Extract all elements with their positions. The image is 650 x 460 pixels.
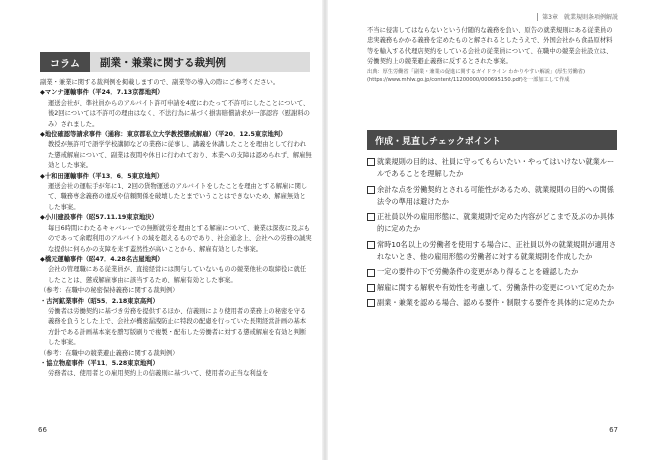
case-body: 運送会社の運転手が年に1、2回の貨物運送のアルバイトをしたことを理由とする解雇に関して、職務専念義務の違反や信頼関係を破壊したとまでいうことはできないため、解雇無効とした事案。 — [48, 183, 308, 211]
checkbox-icon — [367, 213, 375, 221]
checkbox-icon — [367, 284, 375, 292]
checkbox-icon — [367, 158, 375, 166]
case-title: ◆マンナ運輸事件（平24．7.13京都地判） — [40, 89, 164, 97]
case-title: ・古河鉱業事件（昭55．2.18東京高判） — [40, 297, 159, 305]
case-body: 教授が無許可で語学学校講師などの業務に従事し、講義を休講したことを理由として行われた懲戒解雇について、副業は夜間や休日に行われており、本業への支障は認められず、解雇無効とした事案。 — [48, 141, 312, 170]
case-title: ・協立物産事件（平11．5.28東京地判） — [40, 359, 159, 367]
reference-note: （参考：在職中の競業避止義務に関する裁判例） — [40, 349, 179, 357]
checkbox-icon — [367, 186, 375, 194]
checkpoint-item — [367, 156, 621, 181]
page-number-right: 67 — [609, 426, 618, 434]
case-title: ◆橋元運輸事件（昭47．4.28名古屋地判） — [40, 255, 164, 263]
checkpoint-text: 余計な点を労働契約とされる可能性があるため、就業規則の目的への関係法令の準用は避けたか — [377, 184, 614, 206]
checkpoint-item — [367, 211, 621, 236]
column-header — [40, 52, 310, 72]
case-title: ◆地位確認等請求事件（通称：東京都私立大学教授懲戒解雇）（平20．12.5東京地判） — [40, 131, 287, 139]
right-page — [325, 0, 650, 460]
column-body — [40, 78, 312, 380]
page-number-left: 66 — [38, 426, 47, 434]
checkpoint-item — [367, 239, 621, 264]
continuation-paragraph: 不当に侵害してはならないという付随的な義務を負い、原告の就業規則にある従業員の忠実義務もかかる義務を定めたものと解されるとしたうえで、外国会社から食品原材料等を輸入する代理店契約をしている会社の従業員について、在職中の競業会社設立は、労働契約上の競業避止義務に反するとされた事案。 — [367, 27, 613, 66]
case-title: ◆十和田運輸事件（平13．6．5東京地判） — [40, 172, 164, 180]
reference-note: （参考：在職中の秘密保持義務に関する裁判例） — [40, 287, 179, 295]
checkbox-icon — [367, 269, 375, 277]
case-body: 運送会社が、準社員からのアルバイト許可申請を4度にわたって不許可にしたことについて、後2回については不許可の理由はなく、不法行為に基づく損害賠償請求が一部認容（慰謝料のみ）されました。 — [48, 99, 310, 128]
chapter-label: 第3章 就業規則条項例解説 — [542, 14, 618, 21]
chapter-divider — [537, 13, 538, 21]
column-intro: 副業・兼業に関する裁判例を掲載しますので、副業等の導入の際にご参考ください。 — [40, 79, 280, 86]
case-body: 労働者は労働契約に基づき労務を提供するほか、信義則により使用者の業務上の秘密を守る義務を負うとした上で、会社が機密漏洩防止に特段の配慮を行っていた長期経営計画の基本方針である計画基本案を謄写版刷りで複製・配布した労働者に対する懲戒解雇を有効と判断した事案。 — [48, 307, 307, 347]
chapter-header — [537, 12, 618, 21]
checkpoint-item — [367, 282, 621, 294]
case-body: 会社の管理職にある従業員が、直接経営には関与していないものの競業他社の取締役に就任したことは、懲戒解雇事由に該当するため、解雇有効とした事案。 — [48, 266, 307, 284]
column-tag: コラム — [40, 52, 90, 72]
continuation-text — [367, 26, 617, 84]
checkpoint-text: 常時10名以上の労働者を使用する場合に、正社員以外の就業規則が適用されないとき、他の雇用形態の労働者に対する就業規則を作成したか — [377, 239, 617, 262]
checkbox-icon — [367, 241, 375, 249]
checkbox-icon — [367, 299, 375, 307]
case-body: 労務者は、使用者との雇用契約上の信義則に基づいて、使用者の正当な利益を — [48, 370, 269, 378]
checkpoint-text: 解雇に関する解釈や有効性を考慮して、労働条件の変更について定めたか — [377, 282, 614, 292]
checkpoint-text: 副業・兼業を認める場合、認める要件・制限する要件を具体的に定めたか — [377, 297, 615, 307]
checkpoint-item — [367, 297, 621, 309]
checkpoint-text: 就業規則の目的は、社員に守ってもらいたい・やってはいけない就業ルールであることを理解したか — [377, 157, 615, 179]
checkpoint-text: 正社員以外の雇用形態に、就業規則で定めた内容がどこまで及ぶのか具体的に定めたか — [377, 212, 615, 234]
source-note: 出典：厚生労働省「副業・兼業の促進に関するガイドライン わかりやすい解説」(厚生労働省)(https://www.mhlw.go.jp/content/11200000/000695150.pdf)を一部加工して作成 — [367, 68, 586, 83]
case-title: ◆小川建設事件（昭57.11.19東京地決） — [40, 214, 158, 222]
case-body: 毎日6時間にわたるキャバレーでの無断就労を理由とする解雇について、兼業は深夜に及ぶものであって余暇利用のアルバイトの域を超えるものであり、社会通念上、会社への労務の誠実な提供に何らかの支障を来す蓋然性が高いことから、解雇有効とした事案。 — [48, 224, 312, 253]
column-title: 副業・兼業に関する裁判例 — [100, 56, 226, 69]
checkpoint-text: 一定の要件の下で労働条件の変更があり得ることを確認したか — [377, 267, 579, 277]
checkpoint-list — [367, 156, 621, 312]
checkpoint-item — [367, 184, 621, 209]
checkpoint-item — [367, 266, 621, 278]
checkpoint-header: 作成・見直しチェックポイント — [367, 130, 617, 150]
